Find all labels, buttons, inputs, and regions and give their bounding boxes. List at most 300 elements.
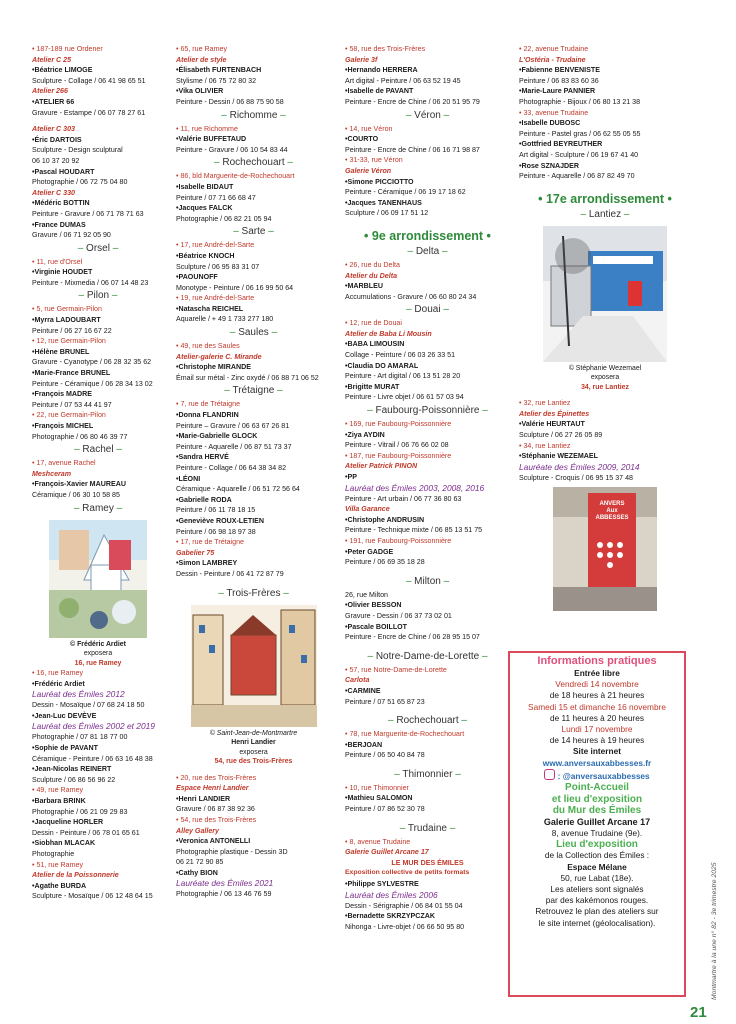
artist-details: Sculpture / 06 27 26 05 89: [519, 431, 603, 439]
laureate: Lauréat des Émiles 2002 et 2019: [32, 721, 155, 732]
artist-name: • Siobhan MLACAK: [32, 838, 164, 849]
address: • 32, rue Lantiez: [519, 398, 691, 409]
instagram-handle: : @anversauxabbesses: [557, 770, 650, 781]
gallery-name: Galerie Guillet Arcane 17: [543, 816, 651, 827]
street-heading-label: Notre-Dame-de-Lorette: [375, 650, 480, 662]
artist-details: Peinture - Céramique / 06 28 34 13 02: [32, 379, 153, 388]
artist-details: Photographie / 07 81 18 77 00: [32, 733, 128, 742]
address: • 5, rue Germain-Pilon: [32, 304, 164, 315]
espace-address: 50, rue Labat (18e).: [560, 872, 634, 883]
address: • 17, rue André-del-Sarte: [176, 240, 331, 251]
address: • 187, rue Faubourg-Poissonnière: [345, 451, 510, 462]
street-heading-label: Rachel: [82, 444, 114, 456]
issue-label: Montmartre à la une n° 82 - 3e trimestre 2025: [711, 862, 718, 1000]
site-label: Site internet: [573, 746, 621, 757]
street-heading: – Saules –: [229, 327, 278, 339]
address: • 17, rue de Trétaigne: [176, 537, 331, 548]
artist-details: Sculpture - Collage / 06 41 98 65 51: [32, 76, 146, 85]
address: • 22, rue Germain-Pilon: [32, 410, 164, 421]
artist-details: Sculpture - Mosaïque / 06 12 48 64 15: [32, 892, 153, 901]
artist-details: Monotype - Peinture / 06 16 99 50 64: [176, 283, 294, 292]
street-heading: – Rochechouart –: [388, 715, 467, 727]
artist-name: • François-Xavier MAUREAU: [32, 479, 164, 490]
photo-caption: exposera: [239, 748, 268, 756]
address: • 7, rue de Trétaigne: [176, 399, 331, 410]
artist-name: • Marie-Gabrielle GLOCK: [176, 431, 331, 442]
atelier-name: Espace Henri Landier: [176, 784, 249, 793]
artist-name: • Pascal HOUDART: [32, 167, 164, 178]
note-3: Retrouvez le plan des ateliers sur: [535, 906, 659, 917]
artist-name: • Fabienne BENVENISTE: [519, 65, 691, 76]
artist-name: • Sandra HERVÉ: [176, 452, 331, 463]
atelier-name: Galerie 3f: [345, 55, 378, 64]
photo-caption: © Stéphanie Wezemael: [568, 364, 642, 372]
artist-details: Peinture / 06 69 35 18 28: [345, 558, 425, 567]
artist-details: Dessin - Sérigraphie / 06 84 01 55 04: [345, 901, 463, 910]
artist-name: • Éric DARTOIS: [32, 135, 164, 146]
artist-details: Peinture / 07 86 52 30 78: [345, 805, 425, 814]
site-link[interactable]: www.anversauxabbesses.fr: [542, 757, 652, 768]
artist-name: • Virginie HOUDET: [32, 267, 164, 278]
artist-details: Dessin - Mosaïque / 07 68 24 18 50: [32, 701, 145, 710]
artist-name: • BABA LIMOUSIN: [345, 339, 510, 350]
photo: [543, 226, 667, 362]
artist-name: • Brigitte MURAT: [345, 382, 510, 393]
address: • 31-33, rue Véron: [345, 155, 510, 166]
street-heading-label: Lantiez: [588, 208, 622, 220]
street-heading: – Trudaine –: [399, 822, 456, 834]
side-caption: [700, 862, 718, 1000]
address: • 10, rue Thimonnier: [345, 783, 510, 794]
address: • 86, bld Marguerite-de-Rochechouart: [176, 171, 331, 182]
street-heading-label: Sarte: [241, 226, 266, 238]
artist-details: Peinture - Technique mixte / 06 85 13 51 75: [345, 526, 483, 535]
artist-name: • Natascha REICHEL: [176, 304, 331, 315]
artist-name: • Marie-Laure PANNIER: [519, 86, 691, 97]
pa-1: Point-Accueil: [565, 782, 629, 794]
espace-name: Espace Mélane: [567, 861, 627, 872]
street-heading: – Véron –: [405, 109, 450, 121]
address: • 191, rue Faubourg-Poissonnière: [345, 536, 510, 547]
poster-line-2: Aux: [606, 508, 618, 515]
artist-details: Photographie - Bijoux / 06 80 13 21 38: [519, 97, 641, 106]
artist-name: • Myrra LADOUBART: [32, 315, 164, 326]
artist-name: • Hernando HERRERA: [345, 65, 510, 76]
street-heading: – Lantiez –: [580, 208, 630, 220]
artist-name: • Béatrice KNOCH: [176, 251, 331, 262]
atelier-name: Meshceram: [32, 469, 72, 478]
spacer: [345, 707, 510, 713]
artist-name: • Agathe BURDA: [32, 881, 164, 892]
artist-details: Sculpture - Croquis / 06 95 15 37 48: [519, 473, 633, 482]
address: • 11, rue Richomme: [176, 124, 331, 135]
artist-details: Peinture / 06 50 40 84 78: [345, 751, 425, 760]
artist-details: Peinture / 06 98 18 97 38: [176, 527, 256, 536]
artist-details: Céramique - Aquarelle / 06 51 72 56 64: [176, 485, 300, 494]
artist-details: Gravure / 06 87 38 92 36: [176, 805, 255, 814]
artist-name: • Isabelle de PAVANT: [345, 86, 510, 97]
address: • 54, rue des Trois-Frères: [176, 815, 331, 826]
artist-name: • Simone PICCIOTTO: [345, 177, 510, 188]
artist-name: • Ziya AYDIN: [345, 430, 510, 441]
laureate: Lauréat des Émiles 2003, 2008, 2016: [345, 482, 485, 493]
atelier-name: Atelier de la Poissonnerie: [32, 871, 119, 880]
artist-name: • Valérie BUFFETAUD: [176, 134, 331, 145]
artist-name: • Jacques FALCK: [176, 203, 331, 214]
street-heading-label: Douai: [414, 304, 441, 316]
artist-name: • Frédéric Ardiet: [32, 679, 164, 690]
artist-details: Peinture - Gravure / 06 10 54 83 44: [176, 145, 288, 154]
caption-address-label: 16, rue Ramey: [74, 659, 122, 667]
street-heading: – Pilon –: [78, 290, 118, 302]
address: • 33, avenue Trudaine: [519, 108, 691, 119]
atelier-name: Atelier Patrick PINON: [345, 462, 418, 471]
atelier-name: Villa Garance: [345, 505, 390, 514]
atelier-name: Atelier de Baba Li Mousin: [345, 329, 432, 338]
street-heading-label: Rochechouart: [396, 715, 459, 727]
note-1: Les ateliers sont signalés: [550, 884, 644, 895]
street-heading: – Milton –: [405, 575, 450, 587]
photo-caption: © Frédéric Ardiet: [70, 640, 126, 648]
district-heading-label: 17e arrondissement: [545, 191, 665, 206]
artist-details: Gravure / 06 71 92 05 90: [32, 231, 111, 240]
spacer: [345, 219, 510, 225]
artist-name: • Barbara BRINK: [32, 796, 164, 807]
street-heading: – Ramey –: [73, 502, 123, 514]
address: • 12, rue Germain-Pilon: [32, 336, 164, 347]
atelier-name: Atelier-galerie C. Mirande: [176, 352, 262, 361]
address: • 187-189 rue Ordener: [32, 44, 164, 55]
address: • 26, rue du Delta: [345, 260, 510, 271]
atelier-name: Atelier C 330: [32, 188, 75, 197]
artist-details: Peinture - Encre de Chine / 06 16 71 98 87: [345, 145, 480, 154]
artist-name: • Marie-France BRUNEL: [32, 368, 164, 379]
caption-address-label: 34, rue Lantiez: [581, 383, 629, 391]
instagram-icon: [544, 769, 555, 780]
artist-details: Peinture - Encre de Chine / 06 20 51 95 79: [345, 97, 480, 106]
laureate: Lauréat des Émiles 2012: [32, 689, 125, 700]
street-heading-label: Trétaigne: [232, 385, 275, 397]
artist-name: • Pascale BOILLOT: [345, 622, 510, 633]
address: • 12, rue de Douai: [345, 318, 510, 329]
artist-details: 06 10 37 20 92: [32, 156, 80, 165]
artist-details: Sculpture / 06 86 56 96 22: [32, 775, 116, 784]
entry: Entrée libre: [574, 668, 620, 678]
artist-name: • Valérie HEURTAUT: [519, 419, 691, 430]
artist-details: Peinture - Art urbain / 06 77 36 80 63: [345, 494, 462, 503]
photo-caption: © Saint-Jean-de-Montmartre: [209, 729, 298, 737]
artist-details: Gravure - Dessin / 06 37 73 02 01: [345, 611, 452, 620]
artist-name: • Simon LAMBREY: [176, 558, 331, 569]
atelier-name: Atelier C 303: [32, 125, 75, 134]
district-heading: • 9e arrondissement •: [364, 228, 491, 243]
photo: [553, 487, 657, 611]
district-heading: • 17e arrondissement •: [538, 191, 672, 206]
artist-name: • Donna FLANDRIN: [176, 410, 331, 421]
street-heading-label: Faubourg-Poissonnière: [375, 405, 480, 417]
photo: [191, 605, 317, 727]
artist-name: • Cathy BION: [176, 868, 331, 879]
artist-name: • Béatrice LIMOGE: [32, 65, 164, 76]
street-heading: – Douai –: [406, 304, 449, 316]
photo-caption-address: [176, 757, 331, 767]
artist-name: • Christophe MIRANDE: [176, 362, 331, 373]
artist-details: Sculpture - Design sculptural: [32, 146, 123, 155]
street-heading-label: Véron: [414, 109, 441, 121]
hours-1: de 18 heures à 21 heures: [549, 690, 645, 701]
street-heading: – Rachel –: [74, 444, 122, 456]
atelier-name: Galerie Véron: [345, 166, 392, 175]
artist-details: Collage - Peinture / 06 03 26 33 51: [345, 351, 456, 360]
atelier-name: L'Ostéria - Trudaine: [519, 55, 586, 64]
artist-details: Peinture - Mixmedia / 06 07 14 48 23: [32, 278, 149, 287]
hours-2: de 11 heures à 20 heures: [550, 712, 644, 723]
poster-text: [590, 501, 634, 522]
spacer: [519, 182, 691, 188]
street-heading: – Richomme –: [221, 109, 286, 121]
address: • 22, avenue Trudaine: [519, 44, 691, 55]
street-heading: – Orsel –: [77, 242, 119, 254]
instagram-row[interactable]: [510, 769, 684, 782]
artist-details: Photographie / 06 21 09 29 83: [32, 807, 128, 816]
date-1: Vendredi 14 novembre: [555, 679, 639, 690]
atelier-name: Atelier de style: [176, 55, 227, 64]
note-4: le site internet (géolocalisation).: [538, 917, 656, 928]
address: • 169, rue Faubourg-Poissonnière: [345, 419, 510, 430]
artist-name: • Stéphanie WEZEMAEL: [519, 451, 691, 462]
artist-name: • Philippe SYLVESTRE: [345, 879, 510, 890]
atelier-name: Alley Gallery: [176, 826, 219, 835]
artist-name: • LÉONI: [176, 474, 331, 485]
artist-details: Peinture / 07 51 65 87 23: [345, 697, 425, 706]
street-heading: – Notre-Dame-de-Lorette –: [367, 650, 488, 662]
address: • 8, avenue Trudaine: [345, 837, 510, 848]
artist-details: Émail sur métal - Zinc oxydé / 06 88 71 06 52: [176, 373, 319, 382]
page-number: 21: [690, 1004, 707, 1021]
artist-details: Stylisme / 06 75 72 80 32: [176, 76, 257, 85]
artist-details: Peinture - Aquarelle / 06 87 51 73 37: [176, 442, 292, 451]
address: • 17, avenue Rachel: [32, 458, 164, 469]
street-heading: – Sarte –: [233, 226, 274, 238]
artist-details: Céramique - Peinture / 06 63 16 48 38: [32, 754, 153, 763]
artist-details: Peinture - Livre objet / 06 61 57 03 94: [345, 393, 464, 402]
atelier-name: Atelier C 25: [32, 55, 72, 64]
address: • 49, rue des Saules: [176, 341, 331, 352]
artist-name: • ATELIER 66: [32, 97, 164, 108]
artist-details: Art digital - Sculpture / 06 19 67 41 40: [519, 150, 639, 159]
artist-details: Gravure - Estampe / 06 07 78 27 61: [32, 108, 146, 117]
photo-caption: exposera: [83, 650, 113, 658]
artist-name: • Jacqueline HORLER: [32, 817, 164, 828]
artist-name: • COURTO: [345, 134, 510, 145]
photo-caption-address: [32, 659, 164, 669]
street-heading-label: Ramey: [82, 502, 114, 514]
artist-name: • France DUMAS: [32, 220, 164, 231]
artist-details: Peinture / 06 11 78 18 15: [176, 506, 256, 515]
photo-caption-address: [519, 383, 691, 393]
artist-details: Peinture / 07 53 44 41 97: [32, 400, 112, 409]
artist-name: • BERJOAN: [345, 740, 510, 751]
artwork-trois-freres: [191, 605, 317, 727]
atelier-name: Atelier 266: [32, 87, 68, 96]
artist-details: Dessin - Peinture / 06 41 72 87 79: [176, 569, 284, 578]
address: • 51, rue Ramey: [32, 860, 164, 871]
address: • 57, rue Notre-Dame-de-Lorette: [345, 665, 510, 676]
street-heading: – Delta –: [407, 245, 448, 257]
address: • 20, rue des Trois-Frères: [176, 773, 331, 784]
pa-3: du Mur des Émiles: [552, 805, 642, 817]
practical-info-box: [508, 651, 686, 997]
info-title: Informations pratiques: [537, 655, 657, 667]
street-heading-label: Trois-Frères: [226, 587, 281, 599]
exhibition-note: Exposition collective de petits formats: [345, 869, 470, 877]
artist-details: Photographie plastique - Dessin 3D: [176, 847, 288, 856]
artist-details: 06 21 72 90 85: [176, 858, 224, 867]
artist-name: • Élisabeth FURTENBACH: [176, 65, 331, 76]
atelier-name: Carlota: [345, 676, 370, 685]
street-heading-label: Saules: [238, 327, 269, 339]
artist-name: • Rose SZNAJDER: [519, 161, 691, 172]
artist-name: • Jacques TANENHAUS: [345, 198, 510, 209]
artist-details: Photographie / 06 13 46 76 59: [176, 890, 272, 899]
street-heading: – Faubourg-Poissonnière –: [367, 405, 488, 417]
atelier-name: Atelier du Delta: [345, 271, 398, 280]
artist-name: • Jean-Luc DEVÈVE: [32, 711, 164, 722]
artist-details: Aquarelle / + 49 1 733 277 180: [176, 315, 274, 324]
artist-name: • Gabrielle RODA: [176, 495, 331, 506]
photo: [49, 520, 147, 638]
artist-details: Peinture - Aquarelle / 06 87 82 49 70: [519, 172, 635, 181]
street-heading-label: Richomme: [229, 109, 278, 121]
artist-details: Peinture - Pastel gras / 06 62 55 05 55: [519, 129, 641, 138]
artist-details: Peinture - Dessin / 06 88 75 90 58: [176, 97, 284, 106]
artist-details: Photographie / 06 82 21 05 94: [176, 214, 272, 223]
artist-details: Peinture - Vitrail / 06 76 66 02 08: [345, 441, 449, 450]
artist-details: Peinture / 06 83 83 60 36: [519, 76, 599, 85]
artist-name: • Sophie de PAVANT: [32, 743, 164, 754]
artist-name: • Geneviève ROUX-LETIEN: [176, 516, 331, 527]
address: • 65, rue Ramey: [176, 44, 331, 55]
address: • 34, rue Lantiez: [519, 441, 691, 452]
artist-name: • Médéric BOTTIN: [32, 198, 164, 209]
artist-name: • MARBLEU: [345, 281, 510, 292]
column-2: [176, 44, 331, 900]
artist-details: Peinture / 07 71 66 68 47: [176, 193, 256, 202]
lieu-title: Lieu d'exposition: [556, 838, 638, 850]
street-heading-label: Milton: [414, 575, 441, 587]
artist-name: • Bernadette SKRZYPCZAK: [345, 911, 510, 922]
street-heading-label: Delta: [415, 245, 440, 257]
atelier-name: Gabelier 75: [176, 548, 215, 557]
column-1: [32, 44, 164, 902]
photo-caption: Henri Landier: [231, 739, 276, 747]
poster-line-3: ABBESSES: [595, 515, 629, 522]
address: • 78, rue Marguerite-de-Rochechouart: [345, 729, 510, 740]
spacer: [176, 580, 331, 586]
address: • 16, rue Ramey: [32, 668, 164, 679]
spacer: [345, 815, 510, 821]
artist-details: Peinture - Encre de Chine / 06 28 95 15 07: [345, 633, 480, 642]
artist-name: • Christophe ANDRUSIN: [345, 515, 510, 526]
artist-name: • Jean-Nicolas REINERT: [32, 764, 164, 775]
artist-details: Photographie / 06 72 75 04 80: [32, 178, 128, 187]
artwork-ramey: [49, 520, 147, 638]
address: 26, rue Milton: [345, 590, 388, 599]
artist-name: • PAOUNOFF: [176, 272, 331, 283]
artist-details: Nihonga - Livre-objet / 06 66 50 95 80: [345, 922, 465, 931]
street-heading-label: Orsel: [86, 242, 110, 254]
artist-details: Peinture - Céramique / 06 19 17 18 62: [345, 188, 466, 197]
artist-details: Peinture / 06 27 16 67 22: [32, 326, 112, 335]
date-2: Samedi 15 et dimanche 16 novembre: [528, 701, 666, 712]
artist-details: Dessin - Peinture / 06 78 01 65 61: [32, 828, 140, 837]
artist-details: Art digital - Peinture / 06 63 52 19 45: [345, 76, 461, 85]
artist-details: Gravure - Cyanotype / 06 28 32 35 62: [32, 358, 152, 367]
street-heading-label: Rochechouart: [222, 157, 285, 169]
laureate: Lauréate des Émiles 2009, 2014: [519, 461, 640, 472]
artist-name: • CARMINE: [345, 686, 510, 697]
note-2: par des kakémonos rouges.: [545, 895, 649, 906]
spacer: [345, 643, 510, 649]
column-3: [345, 44, 510, 932]
pa-2: et lieu d'exposition: [551, 793, 643, 805]
street-heading-label: Pilon: [86, 290, 110, 302]
artist-details: Accumulations - Gravure / 06 60 80 24 34: [345, 292, 477, 301]
artist-details: Sculpture / 06 09 17 51 12: [345, 209, 429, 218]
artist-details: Céramique / 06 30 10 58 85: [32, 490, 120, 499]
caption-address-label: 54, rue des Trois-Frères: [214, 758, 293, 766]
artist-name: • Hélène BRUNEL: [32, 347, 164, 358]
artist-name: • Claudia DO AMARAL: [345, 361, 510, 372]
street-heading-label: Trudaine: [407, 822, 447, 834]
street-heading: – Trois-Frères –: [218, 587, 289, 599]
artist-name: • Veronica ANTONELLI: [176, 836, 331, 847]
street-heading: – Thimonnier –: [394, 768, 461, 780]
artist-name: • Mathieu SALOMON: [345, 793, 510, 804]
atelier-name: Galerie Guillet Arcane 17: [345, 848, 429, 857]
date-3: Lundi 17 novembre: [561, 724, 633, 735]
artwork-lantiez: [543, 226, 667, 362]
artist-name: • Vika OLIVIER: [176, 86, 331, 97]
artist-details: Peinture - Collage / 06 64 38 34 82: [176, 464, 287, 472]
artist-name: • Olivier BESSON: [345, 600, 510, 611]
spacer: [345, 568, 510, 574]
gallery-address: 8, avenue Trudaine (9e).: [551, 827, 643, 838]
artist-name: • Gottfried BEYREUTHER: [519, 139, 691, 150]
artist-name: • PP: [345, 472, 510, 483]
artist-details: Photographie / 06 80 46 39 77: [32, 432, 128, 441]
district-heading-label: 9e arrondissement: [371, 228, 484, 243]
street-heading-label: Thimonnier: [402, 768, 453, 780]
artist-details: Sculpture / 06 95 83 31 07: [176, 262, 260, 271]
artist-details: Peinture - Art digital / 06 13 51 28 20: [345, 372, 461, 381]
artist-details: Peinture – Gravure / 06 63 67 26 81: [176, 421, 290, 430]
laureate: Lauréat des Émiles 2006: [345, 889, 438, 900]
address: • 58, rue des Trois-Frères: [345, 44, 510, 55]
atelier-name: Atelier des Épinettes: [519, 409, 590, 418]
event-title: LE MUR DES ÉMILES: [391, 858, 464, 867]
address: • 49, rue Ramey: [32, 785, 164, 796]
spacer: [345, 761, 510, 767]
artist-details: Photographie: [32, 849, 75, 858]
laureate: Lauréate des Émiles 2021: [176, 878, 274, 889]
hours-3: de 14 heures à 19 heures: [549, 735, 645, 746]
address: • 14, rue Véron: [345, 124, 510, 135]
artist-name: • Isabelle BIDAUT: [176, 182, 331, 193]
poster-line-1: ANVERS: [599, 501, 625, 508]
column-4: [519, 44, 691, 613]
artist-name: • François MADRE: [32, 389, 164, 400]
